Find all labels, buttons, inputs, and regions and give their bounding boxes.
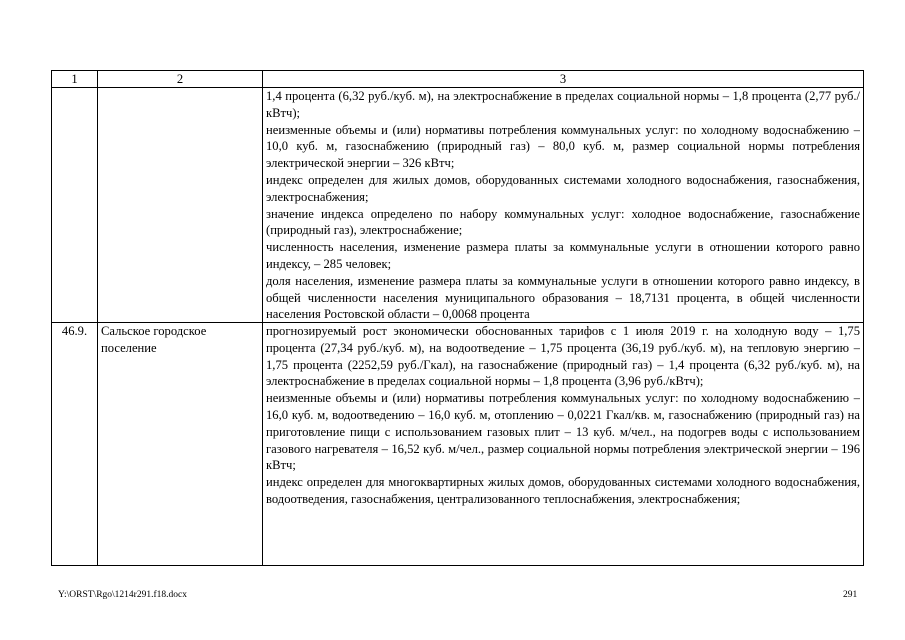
table-row bbox=[52, 88, 864, 323]
row-number-cell bbox=[52, 88, 98, 323]
header-col-1: 1 bbox=[52, 71, 98, 88]
paragraph: численность населения, изменение размера платы за коммунальные услуги в отношении которого равно индексу, – 285 человек; bbox=[266, 240, 860, 271]
paragraph: 1,4 процента (6,32 руб./куб. м), на электроснабжение в пределах социальной нормы – 1,8 процента (2,77 руб./кВтч); bbox=[266, 89, 860, 120]
settlement-name-cell bbox=[98, 88, 263, 323]
header-col-3: 3 bbox=[263, 71, 864, 88]
footer-file-path: Y:\ORST\Rgo\1214r291.f18.docx bbox=[58, 590, 187, 600]
paragraph: индекс определен для многоквартирных жилых домов, оборудованных системами холодного водоснабжения, водоотведения, газоснабжения, централизованного теплоснабжения, электроснабжения; bbox=[266, 475, 860, 506]
description-cell bbox=[263, 88, 864, 323]
settlement-name-cell: Сальское городское поселение bbox=[98, 323, 263, 566]
paragraph: доля населения, изменение размера платы за коммунальные услуги в отношении которого равно индексу, в общей численности населения муниципального образования – 18,7131 процента, в общей численности населения Ростовской области – 0,0068 процента bbox=[266, 273, 860, 322]
table-row bbox=[52, 323, 864, 566]
paragraph: неизменные объемы и (или) нормативы потребления коммунальных услуг: по холодному водоснабжению – 16,0 куб. м, водоотведению – 16,0 куб. м, отоплению – 0,0221 Гкал/кв. м, газоснабжению (природный газ) на приготовление пищи с использованием газовых плит – 13 куб. м/чел., на подогрев воды с использованием газового нагревателя – 16,52 куб. м/чел., размер социальной нормы потребления электрической энергии – 196 кВтч; bbox=[266, 391, 860, 473]
table-header-row bbox=[52, 71, 864, 88]
footer-page-number: 291 bbox=[843, 590, 858, 600]
header-col-2: 2 bbox=[98, 71, 263, 88]
row-number-cell: 46.9. bbox=[52, 323, 98, 566]
paragraph: значение индекса определено по набору коммунальных услуг: холодное водоснабжение, газоснабжение (природный газ), электроснабжение; bbox=[266, 206, 860, 238]
description-cell bbox=[263, 323, 864, 566]
paragraph: прогнозируемый рост экономически обоснованных тарифов с 1 июля 2019 г. на холодную воду – 1,75 процента (27,34 руб./куб. м), на водоотведение – 1,75 процента (36,19 руб./куб. м), на тепловую энергию – 1,75 процента (2252,59 руб./Гкал), на газоснабжение (природный газ) – 1,4 процента (6,32 руб./куб. м), на электроснабжение в пределах социальной нормы – 1,8 процента (3,96 руб./кВтч); bbox=[266, 324, 860, 389]
paragraph: неизменные объемы и (или) нормативы потребления коммунальных услуг: по холодному водоснабжению – 10,0 куб. м, газоснабжению (природный газ) – 80,0 куб. м, размер социальной нормы потребления электрической энергии – 326 кВтч; bbox=[266, 122, 860, 171]
tariff-table bbox=[51, 70, 864, 566]
paragraph: индекс определен для жилых домов, оборудованных системами холодного водоснабжения, газоснабжения, электроснабжения; bbox=[266, 172, 860, 204]
